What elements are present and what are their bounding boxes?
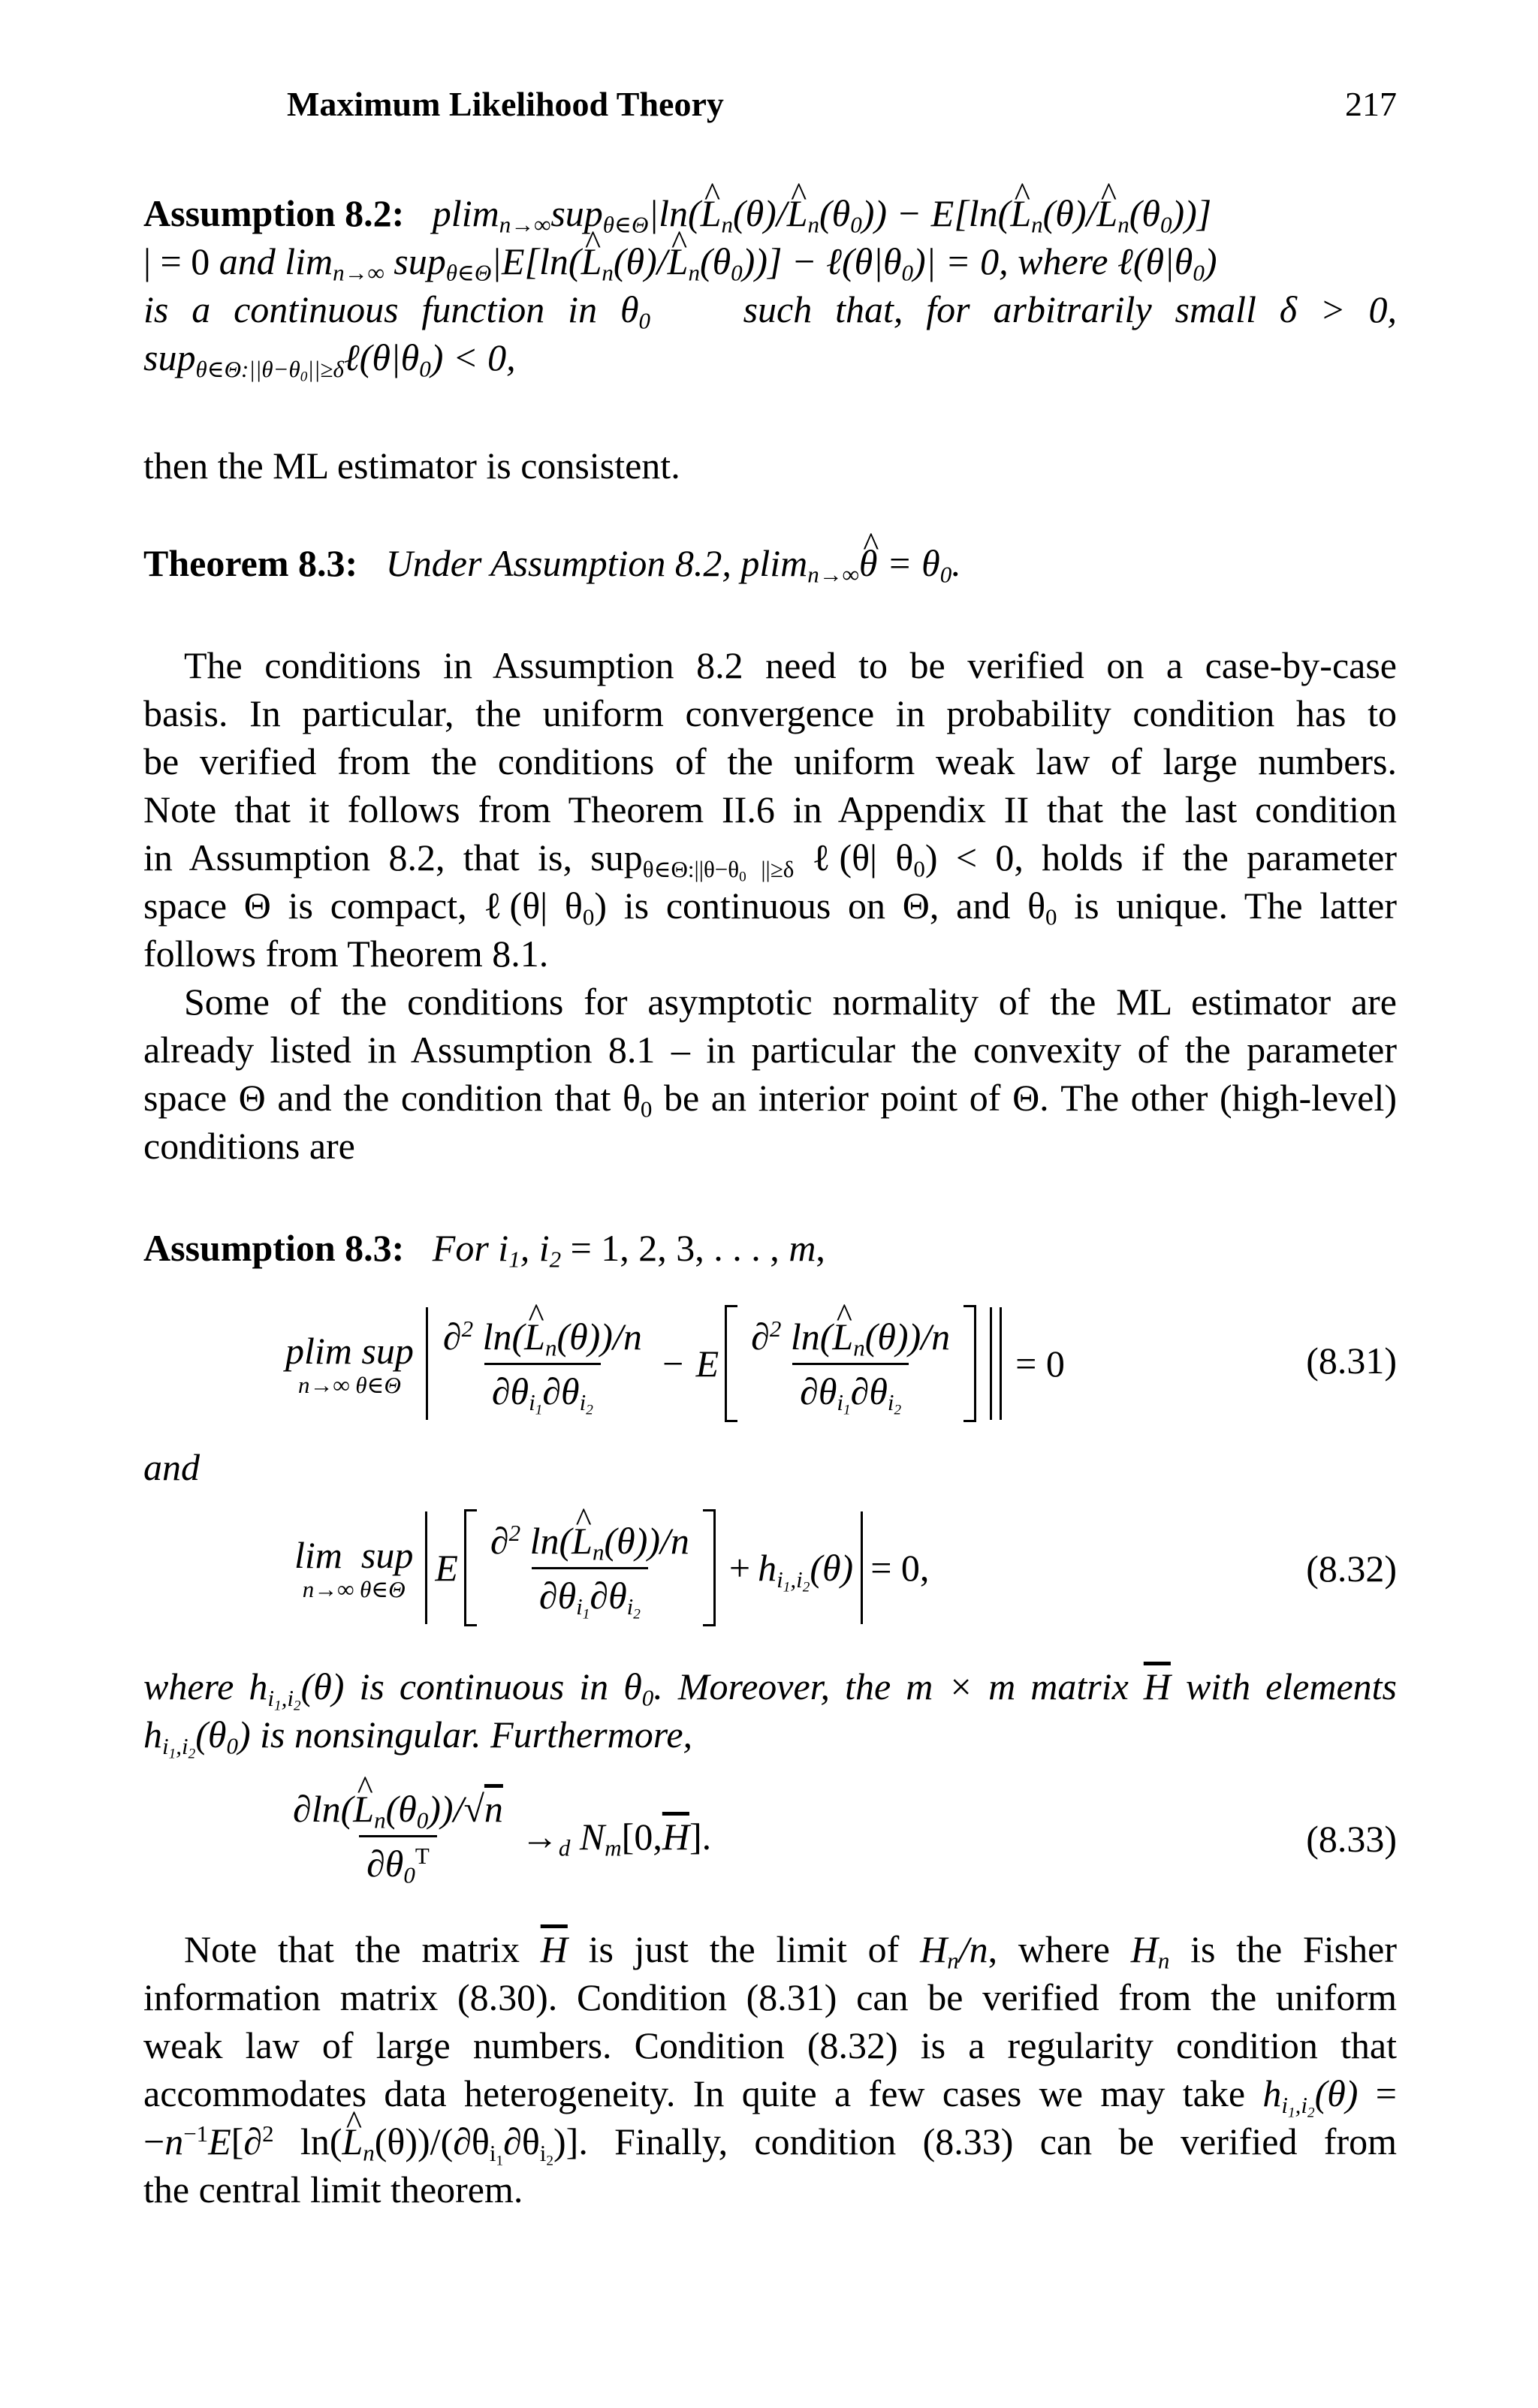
para2-line-3: space Θ and the condition that $\theta_0$ be an interior point of Θ. The other (high-level) (143, 1077, 1398, 1123)
para3-line-5: $-n^{-1}E[\partial^2$ ln(^ $L_n(\theta))/(\partial\theta_{i_1}\partial\theta_{i_2})$]. Finally, condition (8.33) can be verified from (143, 2119, 1397, 2164)
assumption-8-2-line-4: $sup_{\theta\in\Theta:||\theta-\theta_0||\ge\delta}\ell(\theta|\theta_0) < 0$, (143, 336, 516, 385)
para3-line-1: Note that the matrix $\overline{H}$ is just the limit of $H_n/n$, where $H_n$ is the Fisher (184, 1928, 1397, 1974)
para1-line-2: basis. In particular, the uniform convergence in probability condition has to (143, 692, 1397, 734)
para1-line-4: Note that it follows from Theorem II.6 in Appendix II that the last condition (143, 788, 1397, 830)
page-number: 217 (1345, 85, 1397, 123)
theorem-8-3: Theorem 8.3: Under Assumption 8.2, plim$_{n\to\infty}$^ $\theta = \theta_0$. (143, 541, 961, 586)
and-word: and (143, 1446, 200, 1488)
assumption-8-2-line-3: is a continuous function in $\theta_0$ such that, for arbitrarily small δ > 0, (143, 288, 1398, 334)
para1-line-5: in Assumption 8.2, that is, sup$_{\theta\in\Theta:||\theta-\theta_0 ||\ge\delta}$ ℓ(θ| $\theta_0) < 0$, holds if the parameter (143, 836, 1397, 885)
equation-8-31: plim sup n→∞ θ∈Θ $\frac{\partial^2 \ln(\^{} L_n(\theta))/n}{\partial\theta_{i_1}\partial\theta_{i_2}}$ − E $\frac{\partial^2 \ln(\^{} L_n(\theta))/n}{\partial\theta_{i_1}\partial\theta_{i_2}}$ = 0 (285, 1305, 1065, 1422)
equation-number-8-31: (8.31) (1306, 1340, 1397, 1382)
running-header-title: Maximum Likelihood Theory (287, 85, 724, 123)
where-line-2: $h_{i_1,i_2}(\theta_0)$ is nonsingular. Furthermore, (143, 1713, 693, 1762)
assumption-8-2-label: Assumption 8.2: (143, 192, 405, 234)
assumption-8-3: Assumption 8.3: For $i_1$, $i_2 = 1$, 2, 3, . . . , m, (143, 1227, 825, 1273)
para2-line-2: already listed in Assumption 8.1 – in particular the convexity of the parameter (143, 1029, 1397, 1071)
para1-line-7: follows from Theorem 8.1. (143, 933, 549, 975)
para3-line-6: the central limit theorem. (143, 2168, 523, 2211)
consistency-sentence: then the ML estimator is consistent. (143, 445, 680, 487)
para3-line-4: accommodates data heterogeneity. In quite a few cases we may take $h_{i_1,i_2}(\theta)$ = (143, 2072, 1397, 2121)
assumption-8-2-line-1: Assumption 8.2: plim$_{n\to\infty}$sup$_{\theta\in\Theta}$|ln(^ $L_n(\theta)/\^{}$ $L_n(\theta_0)$) − E[ln(^ $L_n(\theta)/\^{}$ $L_n(\theta_0)$)] (143, 191, 1211, 236)
equation-number-8-32: (8.32) (1306, 1548, 1397, 1590)
para3-line-2: information matrix (8.30). Condition (8.31) can be verified from the uniform (143, 1976, 1397, 2018)
equation-8-33: $\frac{\partial\ln(\^{} L_n(\theta_0))/√n}{\partial\theta_0^T}$ $\to_d$ $N_m$ [0, $\overline{H}$ ]. (285, 1787, 711, 1885)
where-line-1: where $h_{i_1,i_2}(\theta)$ is continuous in $\theta_0$. Moreover, the m × m matrix $\overline{H}$ with elements (143, 1665, 1398, 1714)
para1-line-6: space Θ is compact, ℓ(θ| $\theta_0$) is continuous on Θ, and $\theta_0$ is unique. The latter (143, 885, 1397, 930)
para2-line-1: Some of the conditions for asymptotic normality of the ML estimator are (184, 981, 1397, 1023)
equation-number-8-33: (8.33) (1306, 1818, 1397, 1860)
para2-line-4: conditions are (143, 1125, 355, 1167)
para3-line-3: weak law of large numbers. Condition (8.32) is a regularity condition that (143, 2024, 1397, 2066)
para1-line-1: The conditions in Assumption 8.2 need to be verified on a case-by-case (184, 644, 1397, 686)
equation-8-32: lim sup n→∞ θ∈Θ E $\frac{\partial^2 \ln(\^{} L_n(\theta))/n}{\partial\theta_{i_1}\partial\theta_{i_2}}$ + $h_{i_1,i_2}(\theta)$ = 0, (294, 1509, 929, 1626)
para1-line-3: be verified from the conditions of the uniform weak law of large numbers. (143, 740, 1397, 782)
assumption-8-2-line-2: | = 0 and $\lim_{n\to\infty}$ sup$_{\theta\in\Theta}$|E[ln(^ $L_n(\theta)/\^{}$ $L_n(\theta_0)$)] − $\ell(\theta|\theta_0)| = 0$, where $\ell(\theta|\theta_0)$ (143, 239, 1217, 284)
